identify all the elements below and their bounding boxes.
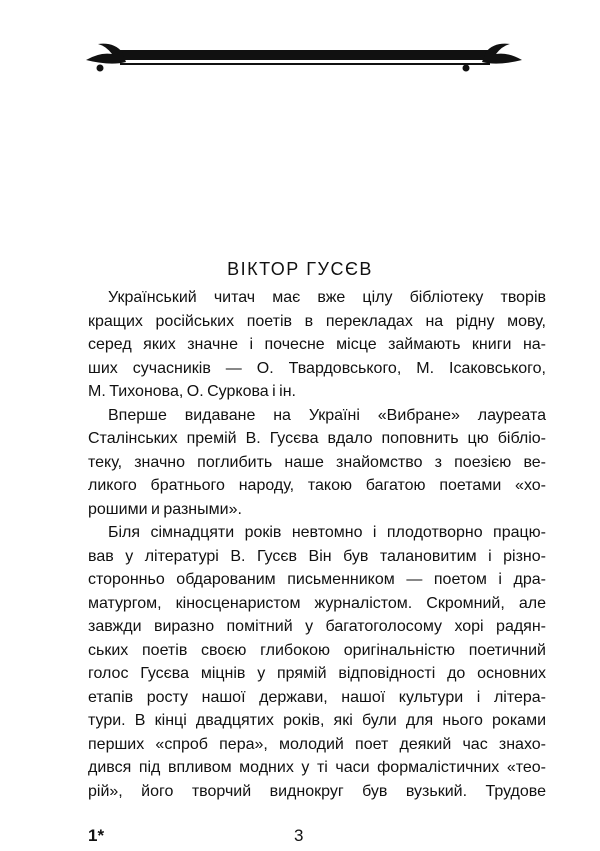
text-line: тури. В кінці двадцятих років, які були для нього роками [88, 712, 546, 729]
text-line: сторонньо обдарованим письменником — поетом і дра- [88, 571, 546, 588]
text-line: теку, значно поглибить наше знайомство з поезією ве- [88, 453, 546, 471]
text-line: матургом, кіносценаристом журналістом. Скромний, але [88, 594, 546, 612]
text-line: Біля сімнадцяти років невтомно і плодотворно працю- [108, 524, 546, 541]
body-text [88, 286, 546, 803]
text-line: кращих російських поетів в перекладах на рідну мову, [88, 312, 546, 330]
text-line: ських поетів своєю глибокою оригінальністю поетичний [88, 641, 546, 659]
text-line: голос Гусєва міцнів у прямій відповідності до основних [88, 665, 546, 682]
text-line: серед яких значне і почесне місце займають книги на- [88, 336, 546, 353]
chapter-title: ВІКТОР ГУСЄВ [227, 259, 373, 279]
text-line: рій», його творчий виднокруг був вузький. Трудове [88, 782, 546, 800]
text-line: етапів росту нашої держави, нашої культури і літера- [88, 688, 546, 706]
text-line: М. Тихонова, О. Суркова і ін. [88, 383, 296, 400]
text-line: завжди виразно помітний у багатоголосому хорі радян- [88, 618, 546, 635]
text-line: перших «спроб пера», молодий поет деякий час знахо- [88, 735, 546, 753]
text-line: Вперше видаване на Україні «Вибране» лауреата [108, 406, 546, 424]
text-line: ликого братнього народу, такою багатою поетами «хо- [88, 477, 546, 494]
text-line: рошими и разными». [88, 500, 242, 518]
text-line: Український читач має вже цілу бібліотеку творів [108, 289, 546, 306]
text-line: ших сучасників — О. Твардовського, М. Ісаковського, [88, 359, 546, 377]
signature-mark: 1* [88, 826, 105, 845]
text-line: дився під впливом модних у ті часи формалістичних «тео- [88, 759, 546, 776]
text-line: Сталінських премій В. Гусєва вдало поповнить цю бібліо- [88, 430, 546, 447]
page-number: 3 [294, 826, 304, 845]
text-line: вав у літературі В. Гусєв Він був талановитим і різно- [88, 547, 546, 565]
decorative-header-ornament [86, 40, 522, 74]
